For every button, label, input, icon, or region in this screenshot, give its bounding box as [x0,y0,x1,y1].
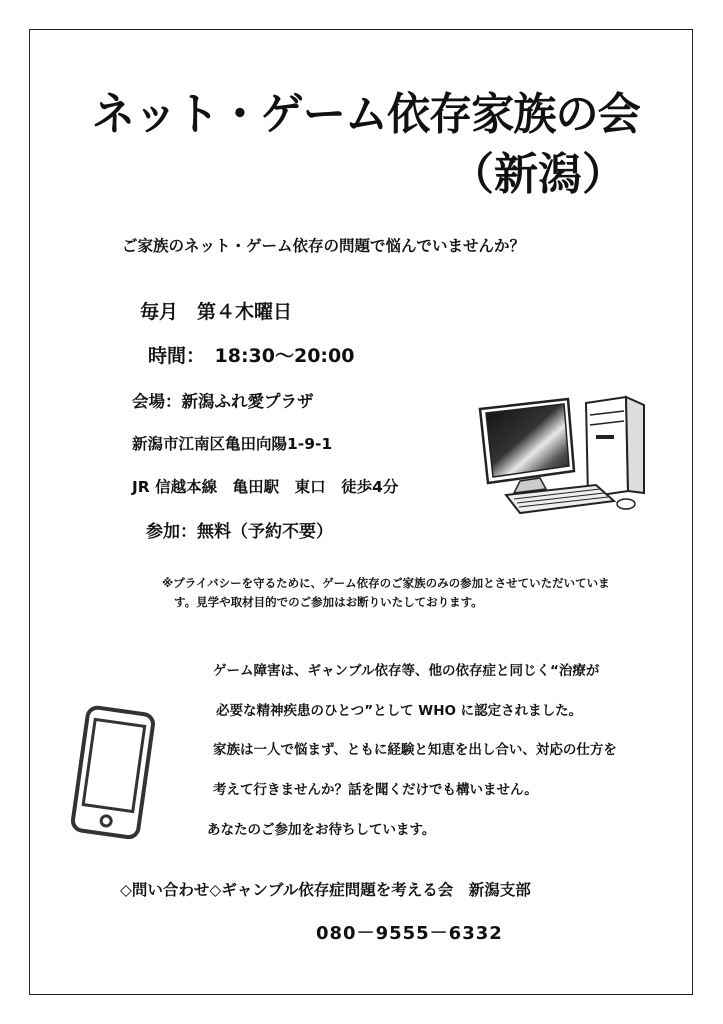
message-line-5: あなたのご参加をお待ちしています。 [207,822,436,838]
message-line-3: 家族は一人で悩まず、ともに経験と知恵を出し合い、対応の仕方を [213,742,617,758]
desktop-computer-icon [476,393,666,515]
flyer-title: ネット・ゲーム依存家族の会 [92,89,640,140]
venue-access: JR 信越本線 亀田駅 東口 徒歩4分 [132,478,399,496]
smartphone-icon [60,704,160,840]
message-line-2: 必要な精神疾患のひとつ”として WHO に認定されました。 [216,703,583,719]
contact-phone: 080－9555－6332 [316,923,503,944]
flyer-title-location: （新潟） [450,149,626,200]
lead-question: ご家族のネット・ゲーム依存の問題で悩んでいませんか？ [122,237,526,255]
venue-address: 新潟市江南区亀田向陽1-9-1 [132,435,333,453]
participation-fee: 参加：無料（予約不要） [146,522,333,542]
meeting-time: 時間： 18:30～20:00 [148,345,355,367]
message-line-4: 考えて行きませんか？話を聞くだけでも構いません。 [213,782,538,798]
meeting-venue: 会場：新潟ふれ愛プラザ [132,392,314,411]
privacy-note-line: ※プライバシーを守るために、ゲーム依存のご家族のみの参加とさせていただいていま [162,576,610,590]
meeting-schedule: 毎月 第４木曜日 [140,301,293,323]
contact-organization: ◇問い合わせ◇ギャンブル依存症問題を考える会 新潟支部 [120,881,531,899]
message-line-1: ゲーム障害は、ギャンブル依存等、他の依存症と同じく“治療が [213,663,600,679]
privacy-note [162,574,610,612]
privacy-note-line: す。見学や取材目的でのご参加はお断りいたしております。 [174,595,483,609]
